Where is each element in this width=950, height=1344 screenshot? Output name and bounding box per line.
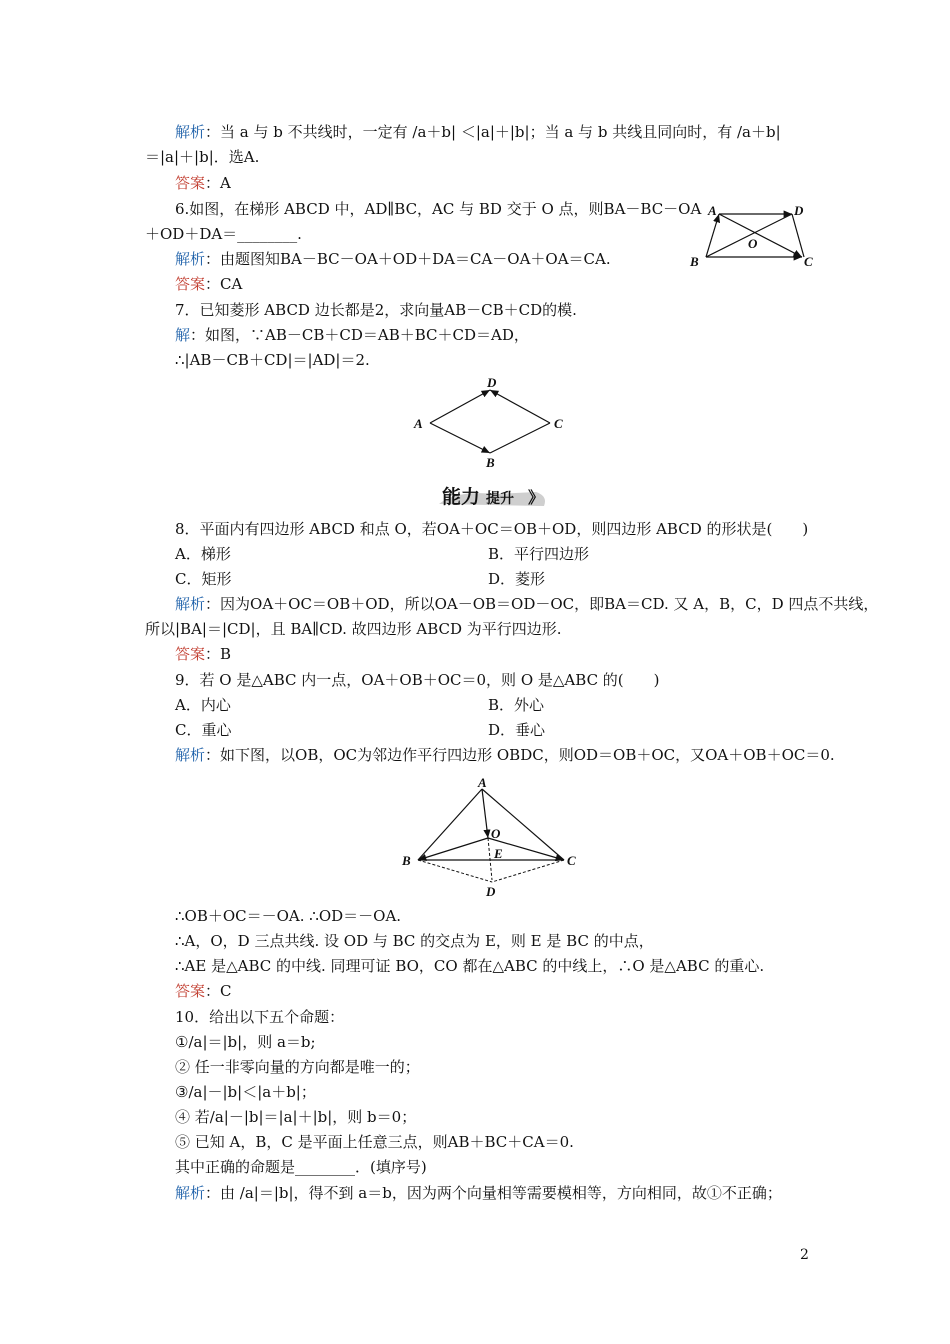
point-label-c: C — [567, 853, 576, 868]
trapezoid-figure — [688, 200, 820, 270]
point-label-a: A — [478, 775, 487, 790]
option-8c: C．矩形 — [175, 570, 232, 588]
proof-9-line-2: ∴A，O，D 三点共线. 设 OD 与 BC 的交点为 E，则 E 是 BC 的中点， — [175, 932, 654, 950]
proof-9-line-3: ∴AE 是△ABC 的中线. 同理可证 BO，CO 都在△ABC 的中线上，∴O 是△ABC 的重心. — [175, 957, 765, 975]
analysis-label: 解析 — [175, 123, 206, 141]
analysis-8-line-2: 所以|BA|＝|CD|，且 BA∥CD. 故四边形 ABCD 为平行四边形. — [145, 620, 562, 638]
segment-bc — [490, 423, 550, 453]
proposition-2: ② 任一非零向量的方向都是唯一的； — [175, 1058, 420, 1076]
point-label-o: O — [748, 236, 758, 251]
answer-9: 答案：C — [175, 982, 232, 1000]
banner-arrows: 》 — [528, 488, 545, 507]
point-label-o: O — [491, 826, 501, 841]
question-8: 8．平面内有四边形 ABCD 和点 O，若OA＋OC＝OB＋OD，则四边形 ABCD 的形状是( ) — [175, 520, 809, 538]
point-label-b: B — [486, 455, 495, 470]
proposition-3: ③/a|－|b|＜|a＋b|； — [175, 1083, 316, 1101]
segment-ab — [430, 423, 490, 453]
answer-8: 答案：B — [175, 645, 232, 663]
point-label-e: E — [494, 846, 503, 861]
segment-ba — [706, 214, 719, 257]
segment-ad — [430, 390, 490, 423]
point-label-d: D — [794, 203, 804, 218]
segment-cd — [490, 390, 550, 423]
analysis-8-line-1: 解析：因为OA＋OC＝OB＋OD，所以OA－OB＝OD－OC，即BA＝CD. 又 A，B，C，D 四点不共线， — [175, 595, 879, 613]
proposition-1: ①/a|＝|b|，则 a＝b; — [175, 1033, 316, 1051]
question-9: 9．若 O 是△ABC 内一点，OA＋OB＋OC＝0，则 O 是△ABC 的( ) — [175, 671, 660, 689]
banner-title-sub: 提升 — [486, 491, 514, 507]
banner-title-main: 能力 — [442, 486, 481, 508]
segment-od — [488, 838, 492, 880]
answer-label: 答案 — [175, 174, 206, 192]
question-10: 10．给出以下五个命题： — [175, 1008, 345, 1026]
question-6-line-1: 6.如图，在梯形 ABCD 中，AD∥BC，AC 与 BD 交于 O 点，则BA－BC－OA — [175, 200, 702, 218]
triangle-figure — [398, 775, 588, 900]
page-number: 2 — [800, 1247, 809, 1263]
point-label-d: D — [486, 884, 496, 899]
analysis-line-2: ＝|a|＋|b|．选A. — [145, 148, 260, 166]
solution-7-line-2: ∴|AB－CB＋CD|＝|AD|＝2. — [175, 351, 370, 369]
option-9d: D．垂心 — [488, 721, 546, 739]
proposition-4: ④ 若/a|－|b|＝|a|＋|b|，则 b＝0； — [175, 1108, 417, 1126]
rhombus-figure — [410, 374, 570, 470]
option-8d: D．菱形 — [488, 570, 546, 588]
solution-7-line-1: 解：如图，∵AB－CB＋CD＝AB＋BC＋CD＝AD， — [175, 326, 529, 344]
segment-bd — [418, 860, 492, 882]
point-label-a: A — [708, 203, 717, 218]
point-label-b: B — [690, 254, 699, 269]
question-7: 7．已知菱形 ABCD 边长都是2，求向量AB－CB＋CD的模. — [175, 301, 577, 319]
question-6-line-2: ＋OD＋DA＝________. — [145, 225, 302, 243]
section-banner — [436, 482, 566, 510]
option-8a: A．梯形 — [175, 545, 231, 563]
answer-line-5: 答案：A — [175, 174, 231, 192]
question-10-blank: 其中正确的命题是________．(填序号) — [175, 1158, 427, 1176]
segment-dc — [792, 214, 804, 257]
option-8b: B．平行四边形 — [488, 545, 590, 563]
option-9b: B．外心 — [488, 696, 545, 714]
point-label-c: C — [804, 254, 813, 269]
point-label-d: D — [487, 375, 497, 390]
option-9a: A．内心 — [175, 696, 231, 714]
segment-ao — [482, 789, 488, 838]
analysis-10: 解析：由 /a|＝|b|，得不到 a＝b，因为两个向量相等需要模相等，方向相同，故①不正确； — [175, 1184, 782, 1202]
segment-ac — [719, 214, 802, 257]
analysis-9: 解析：如下图，以OB，OC为邻边作平行四边形 OBDC，则OD＝OB＋OC，又OA＋OB＋OC＝0. — [175, 746, 835, 764]
point-label-a: A — [414, 416, 423, 431]
analysis-line-1: 解析：当 a 与 b 不共线时，一定有 /a＋b| ＜|a|＋|b|；当 a 与 b 共线且同向时，有 /a＋b| — [175, 123, 781, 141]
proposition-5: ⑤ 已知 A，B，C 是平面上任意三点，则AB＋BC＋CA＝0. — [175, 1133, 574, 1151]
point-label-b: B — [402, 853, 411, 868]
option-9c: C．重心 — [175, 721, 232, 739]
answer-6: 答案：CA — [175, 275, 243, 293]
point-label-c: C — [554, 416, 563, 431]
analysis-6: 解析：由题图知BA－BC－OA＋OD＋DA＝CA－OA＋OA＝CA. — [175, 250, 611, 268]
proof-9-line-1: ∴OB＋OC＝－OA. ∴OD＝－OA. — [175, 907, 402, 925]
segment-cd — [492, 860, 564, 882]
